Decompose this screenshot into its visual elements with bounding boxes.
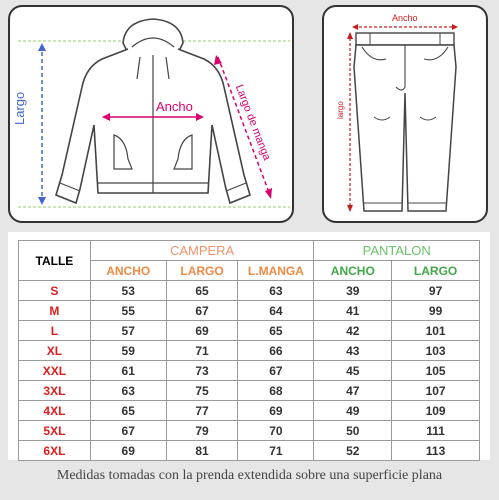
table-row — [19, 281, 480, 301]
value-cell: 69 — [166, 321, 238, 341]
value-cell: 50 — [314, 421, 392, 441]
value-cell: 67 — [166, 301, 238, 321]
size-cell: S — [19, 281, 91, 301]
value-cell: 68 — [238, 381, 314, 401]
value-cell: 109 — [392, 401, 480, 421]
jacket-group-header: CAMPERA — [90, 241, 314, 261]
value-cell: 49 — [314, 401, 392, 421]
size-cell: XL — [19, 341, 91, 361]
value-cell: 43 — [314, 341, 392, 361]
value-cell: 111 — [392, 421, 480, 441]
size-column-header: TALLE — [19, 241, 91, 281]
pants-length-label: largo — [336, 101, 345, 119]
value-cell: 75 — [166, 381, 238, 401]
pants-length-header: LARGO — [392, 261, 480, 281]
jacket-width-label: Ancho — [156, 99, 193, 114]
size-table-card — [8, 232, 490, 460]
table-row — [19, 441, 480, 461]
size-cell: XXL — [19, 361, 91, 381]
size-cell: 5XL — [19, 421, 91, 441]
value-cell: 101 — [392, 321, 480, 341]
value-cell: 105 — [392, 361, 480, 381]
jacket-diagram-panel — [8, 5, 294, 223]
size-cell: 4XL — [19, 401, 91, 421]
value-cell: 65 — [166, 281, 238, 301]
value-cell: 65 — [238, 321, 314, 341]
size-cell: L — [19, 321, 91, 341]
value-cell: 81 — [166, 441, 238, 461]
jacket-sleeve-header: L.MANGA — [238, 261, 314, 281]
table-row — [19, 361, 480, 381]
value-cell: 39 — [314, 281, 392, 301]
value-cell: 65 — [90, 401, 166, 421]
pants-diagram-panel — [322, 5, 488, 223]
size-cell: 3XL — [19, 381, 91, 401]
value-cell: 71 — [166, 341, 238, 361]
value-cell: 77 — [166, 401, 238, 421]
value-cell: 73 — [166, 361, 238, 381]
value-cell: 69 — [90, 441, 166, 461]
value-cell: 113 — [392, 441, 480, 461]
jacket-length-label: Largo — [12, 91, 27, 125]
pants-width-label: Ancho — [392, 13, 418, 23]
table-row — [19, 401, 480, 421]
value-cell: 41 — [314, 301, 392, 321]
size-table — [18, 240, 480, 461]
measurement-note: Medidas tomadas con la prenda extendida sobre una superficie plana — [56, 468, 443, 483]
pants-group-header: PANTALON — [314, 241, 480, 261]
value-cell: 79 — [166, 421, 238, 441]
value-cell: 45 — [314, 361, 392, 381]
value-cell: 47 — [314, 381, 392, 401]
value-cell: 64 — [238, 301, 314, 321]
value-cell: 53 — [90, 281, 166, 301]
value-cell: 63 — [238, 281, 314, 301]
table-row — [19, 421, 480, 441]
value-cell: 67 — [90, 421, 166, 441]
table-row — [19, 341, 480, 361]
table-row — [19, 321, 480, 341]
value-cell: 63 — [90, 381, 166, 401]
value-cell: 59 — [90, 341, 166, 361]
value-cell: 61 — [90, 361, 166, 381]
value-cell: 57 — [90, 321, 166, 341]
table-row — [19, 381, 480, 401]
value-cell: 70 — [238, 421, 314, 441]
pants-width-header: ANCHO — [314, 261, 392, 281]
jacket-width-header: ANCHO — [90, 261, 166, 281]
jacket-length-header: LARGO — [166, 261, 238, 281]
pants-illustration — [324, 7, 490, 225]
table-row — [19, 301, 480, 321]
value-cell: 42 — [314, 321, 392, 341]
value-cell: 103 — [392, 341, 480, 361]
size-cell: M — [19, 301, 91, 321]
value-cell: 66 — [238, 341, 314, 361]
value-cell: 52 — [314, 441, 392, 461]
value-cell: 99 — [392, 301, 480, 321]
value-cell: 71 — [238, 441, 314, 461]
jacket-sleeve-label: Largo de manga — [232, 83, 273, 163]
value-cell: 69 — [238, 401, 314, 421]
value-cell: 107 — [392, 381, 480, 401]
value-cell: 97 — [392, 281, 480, 301]
size-cell: 6XL — [19, 441, 91, 461]
value-cell: 67 — [238, 361, 314, 381]
value-cell: 55 — [90, 301, 166, 321]
